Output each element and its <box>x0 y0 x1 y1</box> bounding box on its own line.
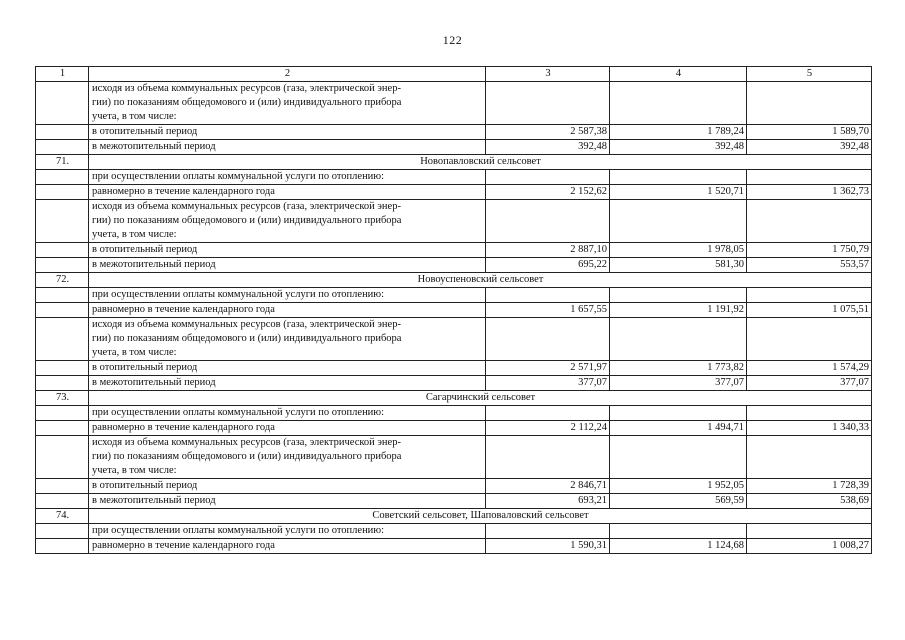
value-col-3: 392,48 <box>486 140 610 155</box>
row-index <box>36 258 89 273</box>
column-header-4: 4 <box>610 67 747 82</box>
header-row <box>36 67 872 82</box>
value-col-3 <box>486 524 610 539</box>
value-col-5: 553,57 <box>747 258 872 273</box>
value-col-3 <box>486 170 610 185</box>
value-col-5 <box>747 170 872 185</box>
value-col-4: 1 520,71 <box>610 185 747 200</box>
row-index <box>36 494 89 509</box>
row-label: при осуществлении оплаты коммунальной услуги по отоплению: <box>89 288 486 303</box>
table-row <box>36 243 872 258</box>
table-row <box>36 258 872 273</box>
table-row <box>36 303 872 318</box>
section-row <box>36 391 872 406</box>
value-col-3 <box>486 288 610 303</box>
row-index <box>36 125 89 140</box>
table-row <box>36 479 872 494</box>
row-index: 74. <box>36 509 89 524</box>
value-col-4 <box>610 82 747 125</box>
value-col-5: 1 728,39 <box>747 479 872 494</box>
value-col-3 <box>486 200 610 243</box>
value-col-4 <box>610 200 747 243</box>
table-row <box>36 376 872 391</box>
value-col-3: 695,22 <box>486 258 610 273</box>
row-index <box>36 200 89 243</box>
value-col-4: 569,59 <box>610 494 747 509</box>
table-row <box>36 494 872 509</box>
value-col-3 <box>486 82 610 125</box>
value-col-5: 1 362,73 <box>747 185 872 200</box>
table-row <box>36 125 872 140</box>
value-col-5: 1 008,27 <box>747 539 872 554</box>
row-index <box>36 170 89 185</box>
row-index <box>36 539 89 554</box>
table-row <box>36 318 872 361</box>
value-col-3 <box>486 436 610 479</box>
value-col-3: 2 887,10 <box>486 243 610 258</box>
value-col-4: 1 124,68 <box>610 539 747 554</box>
row-label: в отопительный период <box>89 479 486 494</box>
value-col-4: 1 191,92 <box>610 303 747 318</box>
value-col-5: 1 075,51 <box>747 303 872 318</box>
value-col-4: 581,30 <box>610 258 747 273</box>
table-body <box>36 82 872 554</box>
value-col-5 <box>747 436 872 479</box>
row-index <box>36 303 89 318</box>
table-row <box>36 82 872 125</box>
section-row <box>36 273 872 288</box>
value-col-3 <box>486 318 610 361</box>
row-label: при осуществлении оплаты коммунальной услуги по отоплению: <box>89 406 486 421</box>
value-col-5: 1 589,70 <box>747 125 872 140</box>
value-col-5: 392,48 <box>747 140 872 155</box>
row-index <box>36 436 89 479</box>
value-col-3: 2 571,97 <box>486 361 610 376</box>
section-title: Новопавловский сельсовет <box>89 155 872 170</box>
value-col-3: 2 587,38 <box>486 125 610 140</box>
value-col-4 <box>610 318 747 361</box>
value-col-5: 1 574,29 <box>747 361 872 376</box>
row-index <box>36 243 89 258</box>
table-row <box>36 185 872 200</box>
value-col-3 <box>486 406 610 421</box>
row-index: 71. <box>36 155 89 170</box>
row-label: в межотопительный период <box>89 494 486 509</box>
section-title: Советский сельсовет, Шаповаловский сельсовет <box>89 509 872 524</box>
value-col-5 <box>747 200 872 243</box>
section-title: Новоуспеновский сельсовет <box>89 273 872 288</box>
column-header-2: 2 <box>89 67 486 82</box>
row-label: в межотопительный период <box>89 376 486 391</box>
row-index <box>36 288 89 303</box>
row-label: исходя из объема коммунальных ресурсов (газа, электрической энер- гии) по показаниям общедомового и (или) индивидуального прибора учета, в том числе: <box>89 82 486 125</box>
table-row <box>36 288 872 303</box>
row-index <box>36 140 89 155</box>
section-row <box>36 509 872 524</box>
table-row <box>36 524 872 539</box>
value-col-5: 538,69 <box>747 494 872 509</box>
value-col-4 <box>610 288 747 303</box>
value-col-4: 1 789,24 <box>610 125 747 140</box>
row-label: в межотопительный период <box>89 140 486 155</box>
row-label: равномерно в течение календарного года <box>89 539 486 554</box>
value-col-3: 2 152,62 <box>486 185 610 200</box>
table-row <box>36 421 872 436</box>
row-index <box>36 479 89 494</box>
value-col-3: 693,21 <box>486 494 610 509</box>
row-label: равномерно в течение календарного года <box>89 185 486 200</box>
value-col-4: 377,07 <box>610 376 747 391</box>
row-label: исходя из объема коммунальных ресурсов (газа, электрической энер- гии) по показаниям общедомового и (или) индивидуального прибора учета, в том числе: <box>89 318 486 361</box>
value-col-4: 1 773,82 <box>610 361 747 376</box>
table-row <box>36 200 872 243</box>
row-label: в отопительный период <box>89 125 486 140</box>
row-label: при осуществлении оплаты коммунальной услуги по отоплению: <box>89 170 486 185</box>
table-row <box>36 361 872 376</box>
row-label: равномерно в течение календарного года <box>89 421 486 436</box>
row-label: при осуществлении оплаты коммунальной услуги по отоплению: <box>89 524 486 539</box>
value-col-3: 1 590,31 <box>486 539 610 554</box>
row-label: исходя из объема коммунальных ресурсов (газа, электрической энер- гии) по показаниям общедомового и (или) индивидуального прибора учета, в том числе: <box>89 436 486 479</box>
row-label: равномерно в течение календарного года <box>89 303 486 318</box>
row-index <box>36 361 89 376</box>
value-col-3: 377,07 <box>486 376 610 391</box>
row-index <box>36 421 89 436</box>
value-col-3: 2 846,71 <box>486 479 610 494</box>
value-col-5 <box>747 406 872 421</box>
row-index <box>36 524 89 539</box>
row-index: 73. <box>36 391 89 406</box>
value-col-5 <box>747 524 872 539</box>
column-header-3: 3 <box>486 67 610 82</box>
value-col-4 <box>610 524 747 539</box>
value-col-4: 1 952,05 <box>610 479 747 494</box>
row-label: в межотопительный период <box>89 258 486 273</box>
tariff-table <box>35 66 872 554</box>
page-number: 122 <box>442 33 463 47</box>
row-index <box>36 376 89 391</box>
value-col-5: 377,07 <box>747 376 872 391</box>
value-col-5: 1 340,33 <box>747 421 872 436</box>
table-row <box>36 170 872 185</box>
row-index: 72. <box>36 273 89 288</box>
value-col-4 <box>610 436 747 479</box>
value-col-4: 1 978,05 <box>610 243 747 258</box>
value-col-4: 1 494,71 <box>610 421 747 436</box>
column-header-1: 1 <box>36 67 89 82</box>
value-col-5: 1 750,79 <box>747 243 872 258</box>
section-row <box>36 155 872 170</box>
row-index <box>36 82 89 125</box>
section-title: Сагарчинский сельсовет <box>89 391 872 406</box>
value-col-5 <box>747 82 872 125</box>
table-row <box>36 436 872 479</box>
row-index <box>36 318 89 361</box>
value-col-4: 392,48 <box>610 140 747 155</box>
row-index <box>36 185 89 200</box>
table-row <box>36 140 872 155</box>
row-label: исходя из объема коммунальных ресурсов (газа, электрической энер- гии) по показаниям общедомового и (или) индивидуального прибора учета, в том числе: <box>89 200 486 243</box>
row-label: в отопительный период <box>89 361 486 376</box>
value-col-5 <box>747 318 872 361</box>
value-col-5 <box>747 288 872 303</box>
value-col-4 <box>610 406 747 421</box>
table-header <box>36 67 872 82</box>
row-label: в отопительный период <box>89 243 486 258</box>
table-row <box>36 406 872 421</box>
value-col-4 <box>610 170 747 185</box>
row-index <box>36 406 89 421</box>
table-row <box>36 539 872 554</box>
column-header-5: 5 <box>747 67 872 82</box>
value-col-3: 1 657,55 <box>486 303 610 318</box>
value-col-3: 2 112,24 <box>486 421 610 436</box>
